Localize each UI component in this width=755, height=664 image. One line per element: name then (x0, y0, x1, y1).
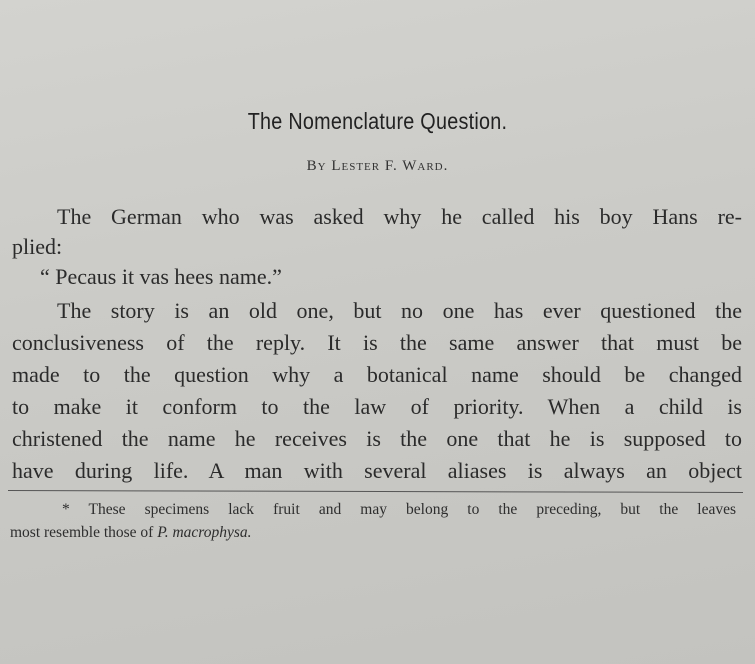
body-line: conclusiveness of the reply. It is the same answer that must be (12, 330, 742, 355)
body-line: The story is an old one, but no one has ever questioned the (57, 298, 742, 323)
body-line: christened the name he receives is the one that he is supposed to (12, 426, 742, 451)
body-line: have during life. A man with several aliases is always an object (12, 458, 742, 483)
footnote-rule (8, 490, 743, 493)
body-line: plied: (12, 234, 63, 259)
article-title: The Nomenclature Question. (247, 108, 508, 134)
footnote-line (10, 524, 252, 542)
body-line: to make it conform to the law of priority. When a child is (12, 394, 742, 419)
body-line: The German who was asked why he called his boy Hans re- (57, 204, 742, 229)
species-name: P. macrophysa. (157, 524, 252, 541)
footnote-text: most resemble those of (10, 524, 158, 541)
body-line: made to the question why a botanical name should be changed (12, 362, 742, 387)
body-line: “ Pecaus it vas hees name.” (40, 264, 282, 289)
byline: By Lester F. Ward. (306, 158, 449, 174)
footnote-line: * These specimens lack fruit and may belong to the preceding, but the leaves (62, 501, 736, 518)
